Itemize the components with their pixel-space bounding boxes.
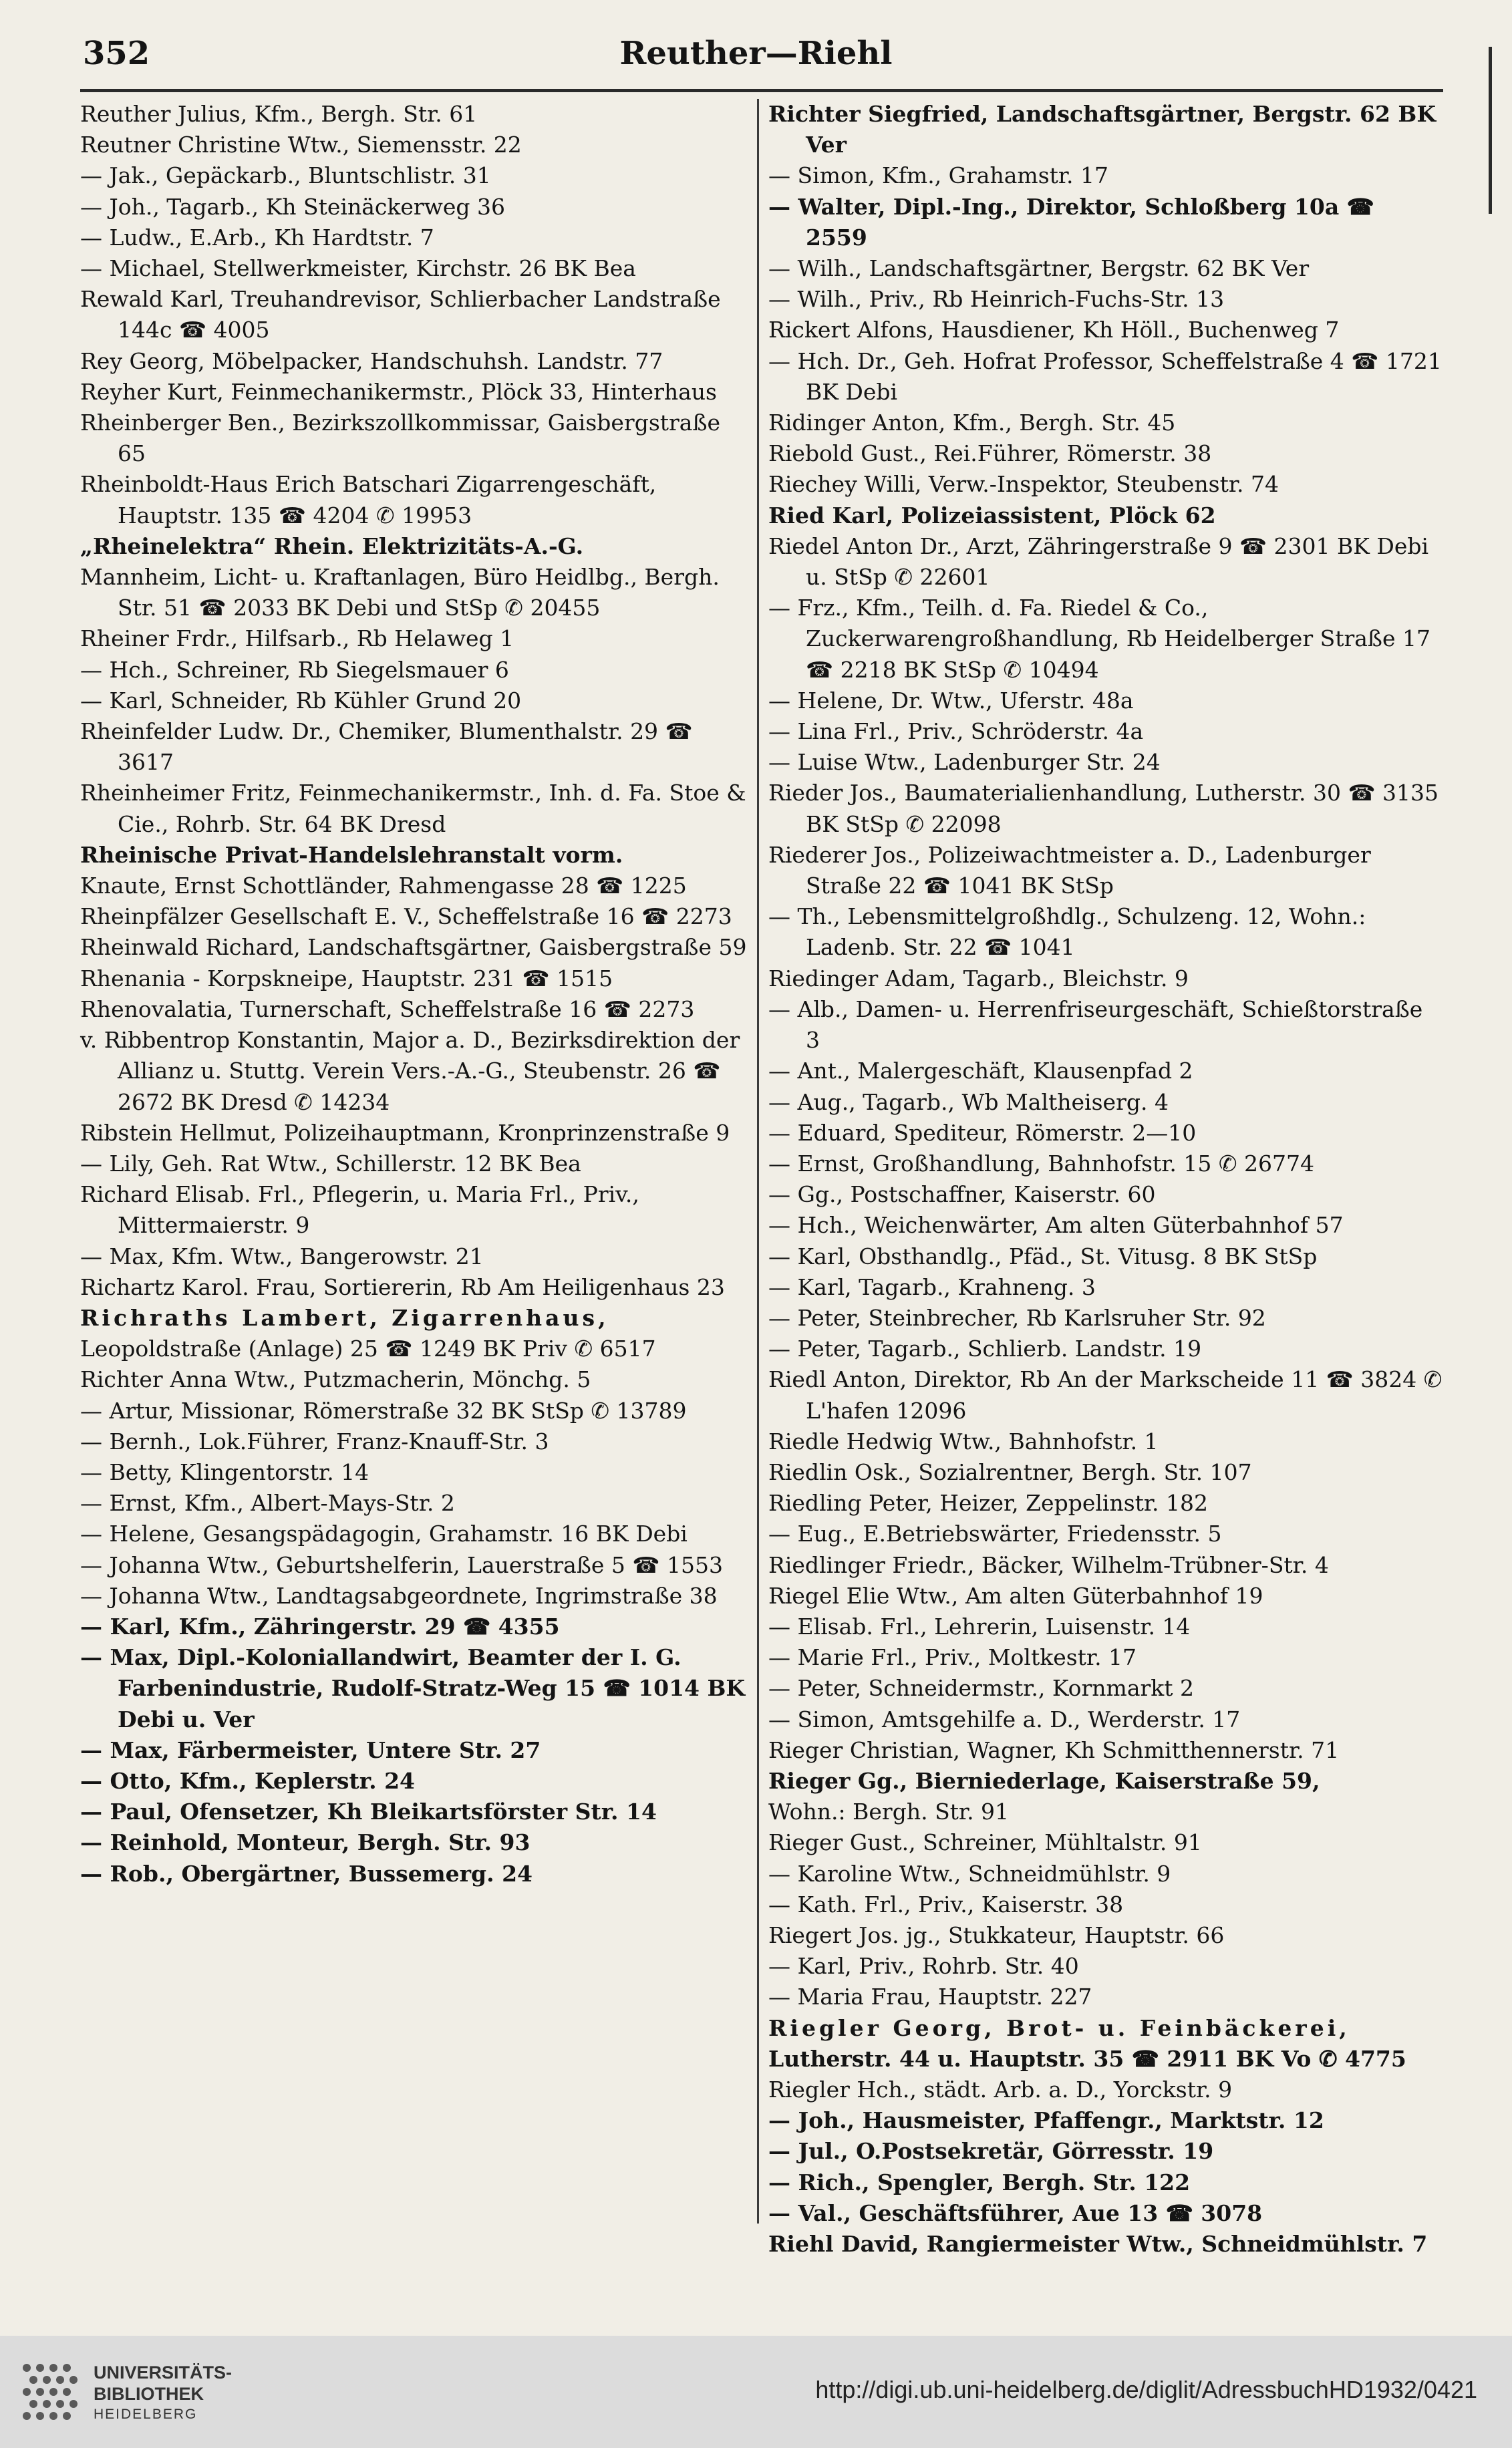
- directory-entry: Rhenovalatia, Turnerschaft, Scheffelstraße 16 ☎ 2273: [80, 996, 695, 1022]
- directory-entry: Ried Karl, Polizeiassistent, Plöck 62: [768, 502, 1216, 528]
- directory-entry: — Simon, Amtsgehilfe a. D., Werderstr. 17: [768, 1706, 1241, 1732]
- viewer-footer: [0, 2336, 1512, 2448]
- directory-entry: — Luise Wtw., Ladenburger Str. 24: [768, 749, 1161, 776]
- directory-entry: — Betty, Klingentorstr. 14: [80, 1459, 369, 1485]
- directory-entry: — Alb., Damen- u. Herrenfriseurgeschäft, Schießtorstraße 3: [768, 996, 1423, 1054]
- directory-entry: — Aug., Tagarb., Wb Maltheiserg. 4: [768, 1088, 1169, 1115]
- directory-entry: Riegel Elie Wtw., Am alten Güterbahnhof 19: [768, 1582, 1263, 1609]
- directory-entry: — Joh., Hausmeister, Pfaffengr., Marktstr. 12: [768, 2107, 1324, 2134]
- left-column: [80, 99, 748, 2224]
- column-divider: [757, 99, 759, 2224]
- directory-entry: — Karl, Priv., Rohrb. Str. 40: [768, 1953, 1079, 1980]
- directory-entry: — Karl, Schneider, Rb Kühler Grund 20: [80, 687, 522, 714]
- directory-entry: Rheinfelder Ludw. Dr., Chemiker, Blumenthalstr. 29 ☎ 3617: [80, 718, 693, 776]
- directory-entry: — Karoline Wtw., Schneidmühlstr. 9: [768, 1860, 1171, 1887]
- directory-entry: Riegert Jos. jg., Stukkateur, Hauptstr. 66: [768, 1922, 1225, 1948]
- directory-entry: — Wilh., Priv., Rb Heinrich-Fuchs-Str. 13: [768, 286, 1225, 313]
- logo-text-line3: HEIDELBERG: [94, 2407, 198, 2422]
- directory-entry: — Johanna Wtw., Geburtshelferin, Lauerstraße 5 ☎ 1553: [80, 1551, 723, 1578]
- directory-entry: Wohn.: Bergh. Str. 91: [768, 1799, 1010, 1825]
- directory-entry: Rheiner Frdr., Hilfsarb., Rb Helaweg 1: [80, 625, 514, 652]
- directory-entry: Riedle Hedwig Wtw., Bahnhofstr. 1: [768, 1428, 1159, 1455]
- directory-entry: — Reinhold, Monteur, Bergh. Str. 93: [80, 1829, 531, 1856]
- directory-entry: — Val., Geschäftsführer, Aue 13 ☎ 3078: [768, 2199, 1263, 2226]
- directory-entry: — Eduard, Spediteur, Römerstr. 2—10: [768, 1119, 1197, 1146]
- directory-entry: — Peter, Tagarb., Schlierb. Landstr. 19: [768, 1336, 1202, 1362]
- directory-entry: — Rich., Spengler, Bergh. Str. 122: [768, 2169, 1191, 2195]
- directory-entry: — Karl, Kfm., Zähringerstr. 29 ☎ 4355: [80, 1613, 560, 1640]
- directory-entry: Riedinger Adam, Tagarb., Bleichstr. 9: [768, 965, 1189, 991]
- directory-entry: Rheinheimer Fritz, Feinmechanikermstr., Inh. d. Fa. Stoe & Cie., Rohrb. Str. 64 BK Dresd: [80, 780, 746, 837]
- directory-entry: Rieger Christian, Wagner, Kh Schmitthennerstr. 71: [768, 1736, 1340, 1763]
- directory-entry: — Peter, Steinbrecher, Rb Karlsruher Str. 92: [768, 1304, 1266, 1331]
- directory-entry: Richard Elisab. Frl., Pflegerin, u. Maria Frl., Priv., Mittermaierstr. 9: [80, 1181, 639, 1239]
- directory-entry: — Artur, Missionar, Römerstraße 32 BK StSp ✆ 13789: [80, 1397, 687, 1424]
- directory-entry: Richartz Karol. Frau, Sortiererin, Rb Am Heiligenhaus 23: [80, 1273, 725, 1300]
- directory-entry: Mannheim, Licht- u. Kraftanlagen, Büro Heidlbg., Bergh. Str. 51 ☎ 2033 BK Debi und StSp ✆ 20455: [80, 564, 720, 621]
- directory-entry: Rieder Jos., Baumaterialienhandlung, Lutherstr. 30 ☎ 3135 BK StSp ✆ 22098: [768, 780, 1439, 837]
- directory-entry: — Hch. Dr., Geh. Hofrat Professor, Scheffelstraße 4 ☎ 1721 BK Debi: [768, 347, 1442, 405]
- directory-entry: — Maria Frau, Hauptstr. 227: [768, 1984, 1092, 2010]
- directory-entry: — Joh., Tagarb., Kh Steinäckerweg 36: [80, 193, 506, 220]
- directory-entry: — Elisab. Frl., Lehrerin, Luisenstr. 14: [768, 1613, 1191, 1640]
- directory-entry: — Simon, Kfm., Grahamstr. 17: [768, 162, 1109, 189]
- directory-entry: Riegler Hch., städt. Arb. a. D., Yorckstr. 9: [768, 2077, 1233, 2103]
- directory-entry: Riederer Jos., Polizeiwachtmeister a. D., Ladenburger Straße 22 ☎ 1041 BK StSp: [768, 841, 1371, 899]
- directory-entry: Rheinische Privat-Handelslehranstalt vorm.: [80, 841, 623, 868]
- directory-entry: Rheinpfälzer Gesellschaft E. V., Scheffelstraße 16 ☎ 2273: [80, 903, 732, 930]
- directory-entry: Rieger Gust., Schreiner, Mühltalstr. 91: [768, 1829, 1202, 1856]
- directory-entry: Rheinboldt-Haus Erich Batschari Zigarrengeschäft, Hauptstr. 135 ☎ 4204 ✆ 19953: [80, 471, 657, 528]
- directory-entry: Riehl David, Rangiermeister Wtw., Schneidmühlstr. 7: [768, 2231, 1428, 2258]
- directory-entry: — Max, Färbermeister, Untere Str. 27: [80, 1736, 541, 1763]
- directory-entry: Rheinwald Richard, Landschaftsgärtner, Gaisbergstraße 59: [80, 934, 747, 961]
- directory-entry: Riedel Anton Dr., Arzt, Zähringerstraße 9 ☎ 2301 BK Debi u. StSp ✆ 22601: [768, 532, 1429, 591]
- directory-entry: — Walter, Dipl.-Ing., Direktor, Schloßberg 10a ☎ 2559: [768, 193, 1374, 251]
- directory-entry: Riedlinger Friedr., Bäcker, Wilhelm-Trübner-Str. 4: [768, 1551, 1329, 1578]
- directory-entry: — Bernh., Lok.Führer, Franz-Knauff-Str. 3: [80, 1428, 549, 1455]
- directory-entry: v. Ribbentrop Konstantin, Major a. D., Bezirksdirektion der Allianz u. Stuttg. Verein Vers.-A.-G., Steubenstr. 26 ☎ 2672 BK Dresd ✆ 14234: [80, 1027, 740, 1115]
- directory-entry: — Gg., Postschaffner, Kaiserstr. 60: [768, 1181, 1156, 1208]
- directory-entry: — Ernst, Kfm., Albert-Mays-Str. 2: [80, 1490, 455, 1517]
- directory-entry: — Kath. Frl., Priv., Kaiserstr. 38: [768, 1891, 1124, 1918]
- directory-entry: — Wilh., Landschaftsgärtner, Bergstr. 62 BK Ver: [768, 255, 1310, 282]
- directory-entry: Riechey Willi, Verw.-Inspektor, Steubenstr. 74: [768, 471, 1279, 498]
- right-column: [768, 99, 1443, 2258]
- directory-entry: — Helene, Gesangspädagogin, Grahamstr. 16 BK Debi: [80, 1521, 688, 1547]
- directory-entry: — Marie Frl., Priv., Moltkestr. 17: [768, 1644, 1137, 1671]
- directory-entry: — Michael, Stellwerkmeister, Kirchstr. 26 BK Bea: [80, 255, 636, 282]
- header-rule: [80, 89, 1443, 92]
- directory-entry: Lutherstr. 44 u. Hauptstr. 35 ☎ 2911 BK Vo ✆ 4775: [768, 2045, 1406, 2072]
- directory-entry: Reutner Christine Wtw., Siemensstr. 22: [80, 132, 522, 158]
- directory-entry: Richraths Lambert, Zigarrenhaus,: [80, 1304, 609, 1331]
- directory-entry: Riebold Gust., Rei.Führer, Römerstr. 38: [768, 440, 1212, 467]
- directory-entry: Riegler Georg, Brot- u. Feinbäckerei,: [768, 2014, 1350, 2041]
- directory-entry: Richter Siegfried, Landschaftsgärtner, Bergstr. 62 BK Ver: [768, 101, 1437, 158]
- directory-entry: — Ernst, Großhandlung, Bahnhofstr. 15 ✆ 26774: [768, 1150, 1314, 1177]
- directory-entry: — Otto, Kfm., Keplerstr. 24: [80, 1767, 415, 1794]
- directory-entry: Ribstein Hellmut, Polizeihauptmann, Kronprinzenstraße 9: [80, 1119, 730, 1146]
- directory-entry: Knaute, Ernst Schottländer, Rahmengasse 28 ☎ 1225: [80, 873, 687, 899]
- directory-entry: Rheinberger Ben., Bezirkszollkommissar, Gaisbergstraße 65: [80, 410, 721, 467]
- directory-entry: — Karl, Obsthandlg., Pfäd., St. Vitusg. 8 BK StSp: [768, 1243, 1318, 1269]
- directory-entry: — Th., Lebensmittelgroßhdlg., Schulzeng. 12, Wohn.: Ladenb. Str. 22 ☎ 1041: [768, 903, 1366, 961]
- directory-entry: — Eug., E.Betriebswärter, Friedensstr. 5: [768, 1521, 1222, 1547]
- directory-entry: Rey Georg, Möbelpacker, Handschuhsh. Landstr. 77: [80, 347, 663, 374]
- directory-entry: — Max, Dipl.-Koloniallandwirt, Beamter der I. G. Farbenindustrie, Rudolf-Stratz-Weg 15 ☎ 1014 BK Debi u. Ver: [80, 1644, 746, 1732]
- directory-entry: „Rheinelektra“ Rhein. Elektrizitäts-A.-G.: [80, 532, 584, 559]
- directory-entry: — Frz., Kfm., Teilh. d. Fa. Riedel & Co., Zuckerwarengroßhandlung, Rb Heidelberger Straße 17 ☎ 2218 BK StSp ✆ 10494: [768, 595, 1430, 683]
- directory-entry: — Johanna Wtw., Landtagsabgeordnete, Ingrimstraße 38: [80, 1582, 718, 1609]
- directory-entry: — Lily, Geh. Rat Wtw., Schillerstr. 12 BK Bea: [80, 1150, 581, 1177]
- directory-entry: — Ludw., E.Arb., Kh Hardtstr. 7: [80, 224, 434, 251]
- directory-entry: Riedl Anton, Direktor, Rb An der Markscheide 11 ☎ 3824 ✆ L'hafen 12096: [768, 1366, 1443, 1424]
- directory-entry: Reuther Julius, Kfm., Bergh. Str. 61: [80, 101, 478, 127]
- directory-entry: Richter Anna Wtw., Putzmacherin, Mönchg. 5: [80, 1366, 591, 1393]
- directory-entry: — Rob., Obergärtner, Bussemerg. 24: [80, 1860, 533, 1887]
- directory-entry: — Peter, Schneidermstr., Kornmarkt 2: [768, 1675, 1195, 1702]
- directory-entry: — Hch., Weichenwärter, Am alten Güterbahnhof 57: [768, 1212, 1344, 1239]
- page-header: [0, 0, 1512, 107]
- directory-entry: — Ant., Malergeschäft, Klausenpfad 2: [768, 1058, 1193, 1084]
- directory-entry: — Helene, Dr. Wtw., Uferstr. 48a: [768, 687, 1134, 714]
- directory-entry: — Hch., Schreiner, Rb Siegelsmauer 6: [80, 656, 509, 683]
- directory-entry: Rickert Alfons, Hausdiener, Kh Höll., Buchenweg 7: [768, 317, 1340, 343]
- directory-entry: Rhenania - Korpskneipe, Hauptstr. 231 ☎ 1515: [80, 965, 613, 991]
- directory-entry: — Karl, Tagarb., Krahneng. 3: [768, 1273, 1096, 1300]
- running-head: Reuther—Riehl: [619, 35, 893, 72]
- directory-entry: Reyher Kurt, Feinmechanikermstr., Plöck 33, Hinterhaus: [80, 378, 717, 405]
- directory-entry: — Jul., O.Postsekretär, Görresstr. 19: [768, 2138, 1214, 2165]
- directory-entry: Rieger Gg., Bierniederlage, Kaiserstraße 59,: [768, 1767, 1320, 1794]
- logo-text-line2: BIBLIOTHEK: [94, 2384, 204, 2404]
- page-number: 352: [83, 35, 150, 72]
- permalink-url[interactable]: http://digi.ub.uni-heidelberg.de/diglit/AdressbuchHD1932/0421: [815, 2376, 1477, 2403]
- logo-text-line1: UNIVERSITÄTS-: [94, 2362, 233, 2383]
- directory-entry: — Max, Kfm. Wtw., Bangerowstr. 21: [80, 1243, 484, 1269]
- directory-entry: Riedlin Osk., Sozialrentner, Bergh. Str. 107: [768, 1459, 1252, 1485]
- directory-entry: Rewald Karl, Treuhandrevisor, Schlierbacher Landstraße 144c ☎ 4005: [80, 286, 721, 343]
- library-logo-icon: [20, 2361, 82, 2423]
- directory-entry: Leopoldstraße (Anlage) 25 ☎ 1249 BK Priv ✆ 6517: [80, 1336, 656, 1362]
- directory-entry: — Paul, Ofensetzer, Kh Bleikartsförster Str. 14: [80, 1799, 657, 1825]
- directory-entry: Ridinger Anton, Kfm., Bergh. Str. 45: [768, 410, 1176, 436]
- directory-entry: — Jak., Gepäckarb., Bluntschlistr. 31: [80, 162, 491, 189]
- directory-entry: Riedling Peter, Heizer, Zeppelinstr. 182: [768, 1490, 1209, 1517]
- directory-entry: — Lina Frl., Priv., Schröderstr. 4a: [768, 718, 1144, 745]
- margin-line: [1489, 47, 1492, 214]
